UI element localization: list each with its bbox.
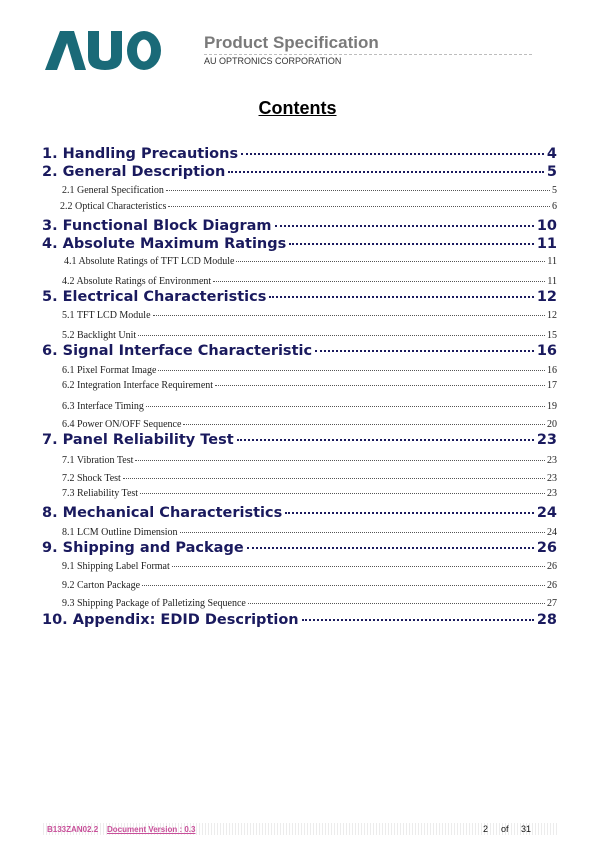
toc-leader: [140, 493, 545, 494]
toc-entry[interactable]: [42, 401, 557, 412]
toc-entry-title: 9.3 Shipping Package of Palletizing Sequence: [62, 598, 246, 609]
toc-entry-page: 23: [536, 432, 557, 448]
toc-entry-title: 2.1 General Specification: [62, 185, 164, 196]
toc-leader: [275, 225, 534, 227]
toc-entry[interactable]: [42, 256, 557, 267]
toc-entry-page: 5: [546, 164, 557, 180]
toc-entry[interactable]: [42, 343, 557, 359]
toc-entry-title: 6.4 Power ON/OFF Sequence: [62, 419, 182, 430]
toc-entry-title: 5.2 Backlight Unit: [62, 330, 137, 341]
toc-entry-title: 6.2 Integration Interface Requirement: [62, 380, 214, 391]
toc-entry-title: 6. Signal Interface Characteristic: [42, 343, 313, 359]
toc-leader: [123, 478, 545, 479]
toc-entry-page: 23: [547, 455, 557, 466]
toc-entry-title: 8.1 LCM Outline Dimension: [62, 527, 178, 538]
footer-total-pages: 31: [521, 824, 532, 834]
toc-entry-page: 11: [547, 276, 557, 287]
toc-entry[interactable]: [42, 473, 557, 484]
toc-entry-page: 16: [547, 365, 557, 376]
toc-leader: [285, 512, 534, 514]
toc-entry[interactable]: [42, 612, 557, 628]
toc-leader: [153, 315, 545, 316]
toc-entry[interactable]: [42, 380, 557, 391]
footer-doc-code: B133ZAN02.2: [47, 825, 99, 834]
toc-entry[interactable]: [42, 527, 557, 538]
toc-entry-page: 5: [552, 185, 557, 196]
toc-entry[interactable]: [42, 201, 557, 212]
toc-entry-page: 23: [547, 473, 557, 484]
toc-entry[interactable]: [42, 580, 557, 591]
toc-entry-title: 3. Functional Block Diagram: [42, 218, 272, 234]
toc-leader: [138, 335, 545, 336]
toc-entry-title: 10. Appendix: EDID Description: [42, 612, 299, 628]
toc-entry-title: 7.3 Reliability Test: [62, 488, 139, 499]
toc-leader: [180, 532, 545, 533]
toc-leader: [172, 566, 545, 567]
toc-entry[interactable]: [42, 310, 557, 321]
toc-entry-page: 24: [547, 527, 557, 538]
toc-entry[interactable]: [42, 419, 557, 430]
toc-leader: [228, 171, 544, 173]
toc-entry-title: 6.1 Pixel Format Image: [62, 365, 157, 376]
toc-entry-title: 7.2 Shock Test: [62, 473, 121, 484]
toc-entry-title: 7.1 Vibration Test: [62, 455, 134, 466]
toc-leader: [142, 585, 545, 586]
toc-entry-title: 2.2 Optical Characteristics: [60, 201, 167, 212]
toc-leader: [166, 190, 550, 191]
toc-entry[interactable]: [42, 365, 557, 376]
page-footer: [43, 823, 558, 835]
toc-entry-title: 9.1 Shipping Label Format: [62, 561, 170, 572]
footer-of-label: of: [501, 824, 509, 834]
toc-entry-title: 4.1 Absolute Ratings of TFT LCD Module: [64, 256, 235, 267]
toc-entry-title: 8. Mechanical Characteristics: [42, 505, 283, 521]
toc-leader: [289, 243, 534, 245]
toc-entry-page: 11: [547, 256, 557, 267]
toc-entry-title: 4.2 Absolute Ratings of Environment: [62, 276, 212, 287]
footer-page-number: 2: [483, 824, 489, 834]
toc-entry-title: 5.1 TFT LCD Module: [62, 310, 151, 321]
toc-entry-title: 9.2 Carton Package: [62, 580, 141, 591]
toc-entry[interactable]: [42, 185, 557, 196]
toc-entry-page: 27: [547, 598, 557, 609]
toc-entry[interactable]: [42, 455, 557, 466]
toc-leader: [247, 547, 534, 549]
toc-entry-page: 12: [547, 310, 557, 321]
toc-leader: [302, 619, 534, 621]
toc-entry-page: 26: [547, 580, 557, 591]
toc-entry[interactable]: [42, 236, 557, 252]
toc-leader: [213, 281, 545, 282]
toc-leader: [158, 370, 545, 371]
toc-entry-page: 19: [547, 401, 557, 412]
toc-entry-page: 15: [547, 330, 557, 341]
toc-entry-page: 12: [536, 289, 557, 305]
toc-entry-title: 6.3 Interface Timing: [62, 401, 144, 412]
toc-leader: [269, 296, 533, 298]
header-title: Product Specification: [204, 33, 379, 52]
toc-entry-title: 4. Absolute Maximum Ratings: [42, 236, 287, 252]
toc-entry[interactable]: [42, 218, 557, 234]
header-divider: [204, 54, 532, 55]
toc-entry-page: 11: [536, 236, 557, 252]
toc-leader: [183, 424, 545, 425]
toc-entry[interactable]: [42, 488, 557, 499]
toc-leader: [168, 206, 550, 207]
contents-heading: Contents: [258, 98, 337, 118]
toc-entry[interactable]: [42, 540, 557, 556]
toc-entry-page: 26: [536, 540, 557, 556]
toc-entry[interactable]: [42, 561, 557, 572]
toc-leader: [146, 406, 545, 407]
toc-leader: [236, 261, 545, 262]
toc-entry-page: 24: [536, 505, 557, 521]
footer-version: Document Version : 0.3: [107, 825, 196, 834]
toc-entry-page: 4: [546, 146, 557, 162]
header-subtitle: AU OPTRONICS CORPORATION: [204, 56, 342, 66]
toc-entry-page: 10: [536, 218, 557, 234]
toc-entry-page: 6: [552, 201, 557, 212]
toc-leader: [315, 350, 534, 352]
toc-leader: [241, 153, 544, 155]
toc-entry[interactable]: [42, 598, 557, 609]
toc-leader: [248, 603, 545, 604]
toc-entry-page: 20: [547, 419, 557, 430]
toc-entry-title: 9. Shipping and Package: [42, 540, 244, 556]
toc-entry-page: 23: [547, 488, 557, 499]
toc-entry-title: 7. Panel Reliability Test: [42, 432, 234, 448]
toc-entry-title: 5. Electrical Characteristics: [42, 289, 267, 305]
toc-entry-title: 1. Handling Precautions: [42, 146, 239, 162]
toc-entry-title: 2. General Description: [42, 164, 226, 180]
toc-entry[interactable]: [42, 164, 557, 180]
toc-leader: [237, 439, 534, 441]
toc-entry[interactable]: [42, 505, 557, 521]
toc-entry[interactable]: [42, 276, 557, 287]
toc-entry-page: 28: [536, 612, 557, 628]
toc-entry[interactable]: [42, 330, 557, 341]
toc-leader: [135, 460, 545, 461]
toc-entry[interactable]: [42, 432, 557, 448]
toc-leader: [215, 385, 545, 386]
toc-entry-page: 26: [547, 561, 557, 572]
toc-entry-page: 16: [536, 343, 557, 359]
toc-entry[interactable]: [42, 146, 557, 162]
toc-entry-page: 17: [547, 380, 557, 391]
auo-logo: [43, 28, 163, 72]
toc-entry[interactable]: [42, 289, 557, 305]
